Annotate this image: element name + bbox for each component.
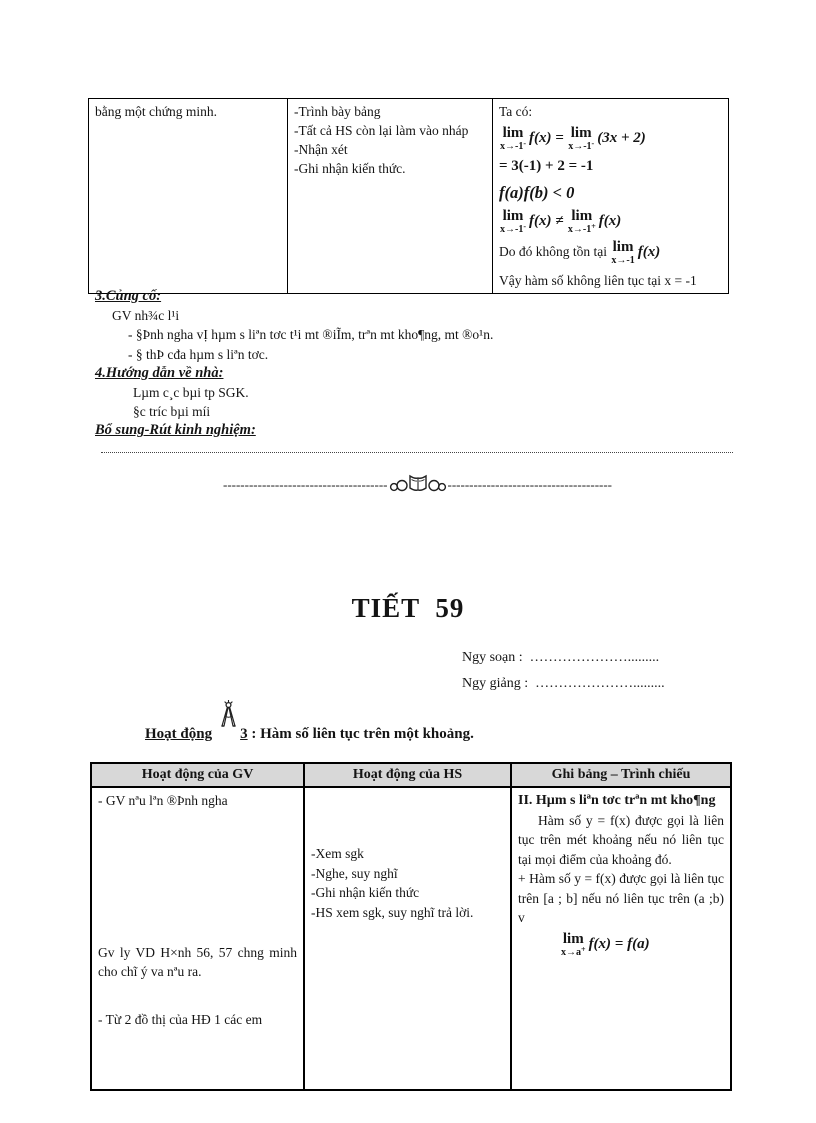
hs-line: -Ghi nhận kiến thức — [311, 885, 420, 900]
section3-heading: 3.Củng cố: — [95, 288, 162, 304]
board-cell — [493, 99, 729, 294]
limit-operator: lim x→-1+ — [567, 208, 596, 235]
activity-heading — [145, 708, 474, 743]
formula-limit-equality: lim x→-1- f(x) = lim x→-1- (3x + 2) — [500, 125, 646, 152]
gv-activity-cell — [91, 787, 304, 1090]
dates-block — [462, 645, 665, 697]
section3-bullet: - § thÞ cđa hµm s liªn tơc. — [128, 346, 269, 362]
section4-heading: 4.Hướng dẫn về nhà: — [95, 364, 224, 381]
chapter-separator — [95, 472, 740, 494]
board-cell — [511, 787, 731, 1090]
fill-in-dots: …………………......... — [535, 676, 665, 691]
lesson-footer-sections — [95, 287, 740, 494]
section4-line: §c tríc bµi míi — [133, 404, 211, 420]
hs-line: -Xem sgk — [311, 846, 364, 861]
separator-dashes: -------------------------------------- — [222, 476, 388, 492]
hs-line: -Tất cả HS còn lại làm vào nháp — [294, 123, 469, 138]
gv-line: Gv ly VD H×nh 56, 57 chng minh cho chĩ ý va nªu ra. — [98, 944, 297, 979]
hs-line: -Nghe, suy nghĩ — [311, 865, 398, 881]
limit-operator: lim x→-1- — [500, 125, 527, 152]
formula-sign-product: f(a)f(b) < 0 — [499, 183, 575, 202]
date-line-giang: Ngy giảng : …………………......... — [462, 676, 665, 691]
hs-activity-cell — [288, 99, 493, 294]
separator-dashes: -------------------------------------- — [447, 476, 613, 492]
gv-text: bằng một chứng minh. — [95, 104, 218, 119]
dotted-rule — [101, 441, 733, 453]
hs-line: -Nhận xét — [294, 142, 348, 157]
hs-line: -HS xem sgk, suy nghĩ trả lời. — [311, 904, 474, 920]
lesson-table-top — [88, 98, 729, 294]
gv-line: - GV nªu lªn ®Þnh ngha — [98, 793, 228, 808]
table-row — [91, 787, 731, 1090]
board-paragraph: Hàm số y = f(x) được gọi là liên tục trên mét khoảng nếu nó liên tục tại mọi điểm của khoảng đó. — [518, 812, 724, 867]
bosung-heading: Bổ sung-Rút kinh nghiệm: — [95, 422, 256, 439]
conclusion-discontinuity: Vậy hàm số không liên tục tại x = -1 — [499, 273, 697, 288]
section4-line: Lµm c¸c bµi tp SGK. — [133, 385, 249, 401]
board-heading: II. Hµm s liªn tơc trªn mt kho¶ng — [518, 793, 716, 808]
header-board: Ghi bảng – Trình chiếu — [511, 763, 731, 787]
header-gv: Hoạt động của GV — [91, 763, 304, 787]
fill-in-dots: …………………......... — [529, 650, 660, 665]
formula-limit-inequality: lim x→-1- f(x) ≠ lim x→-1+ f(x) — [500, 208, 622, 235]
table-row — [89, 99, 729, 294]
activity-number: 3 — [240, 726, 248, 742]
board-paragraph: + Hàm số y = f(x) được gọi là liên tục trên [a ; b] nếu nó liên tục trên (a ;b) v — [518, 871, 724, 925]
section3-bullet: - §Þnh ngha vỊ hµm s liªn tơc t¹i mt ®iĨm, trªn mt kho¶ng, mt ®o¹n. — [128, 327, 494, 343]
board-intro: Ta có: — [499, 104, 533, 119]
header-hs: Hoạt động của HS — [304, 763, 511, 787]
lesson-table-activity3 — [90, 762, 732, 1091]
limit-operator: lim x→-1- — [568, 125, 595, 152]
gv-line: - Từ 2 đồ thị của HĐ 1 các em — [98, 1011, 263, 1027]
formula-limit-right: lim x→a+ f(x) = f(a) — [561, 930, 650, 958]
conclusion-no-limit: Do đó không tồn tại lim x→-1 f(x) — [499, 239, 661, 266]
hs-activity-cell — [304, 787, 511, 1090]
limit-operator: lim x→-1 — [611, 239, 635, 266]
limit-operator: lim x→a+ — [561, 930, 586, 958]
limit-operator: lim x→-1- — [500, 208, 527, 235]
activity-label: Hoạt động — [145, 726, 213, 742]
lesson-number-title: TIẾT 59 — [351, 593, 465, 623]
table-header-row — [91, 763, 731, 787]
drafting-compass-icon — [218, 699, 239, 729]
section3-intro: GV nh¾c l¹i — [112, 308, 180, 324]
hs-line: -Trình bày bảng — [294, 104, 381, 119]
hs-line: -Ghi nhận kiến thức. — [294, 161, 406, 176]
open-book-ornament-icon — [389, 472, 447, 494]
date-line-soan: Ngy soạn : …………………......... — [462, 650, 660, 665]
formula-evaluation: = 3(-1) + 2 = -1 — [499, 158, 594, 174]
activity-title: : Hàm số liên tục trên một khoảng. — [251, 726, 474, 742]
gv-activity-cell — [89, 99, 288, 294]
